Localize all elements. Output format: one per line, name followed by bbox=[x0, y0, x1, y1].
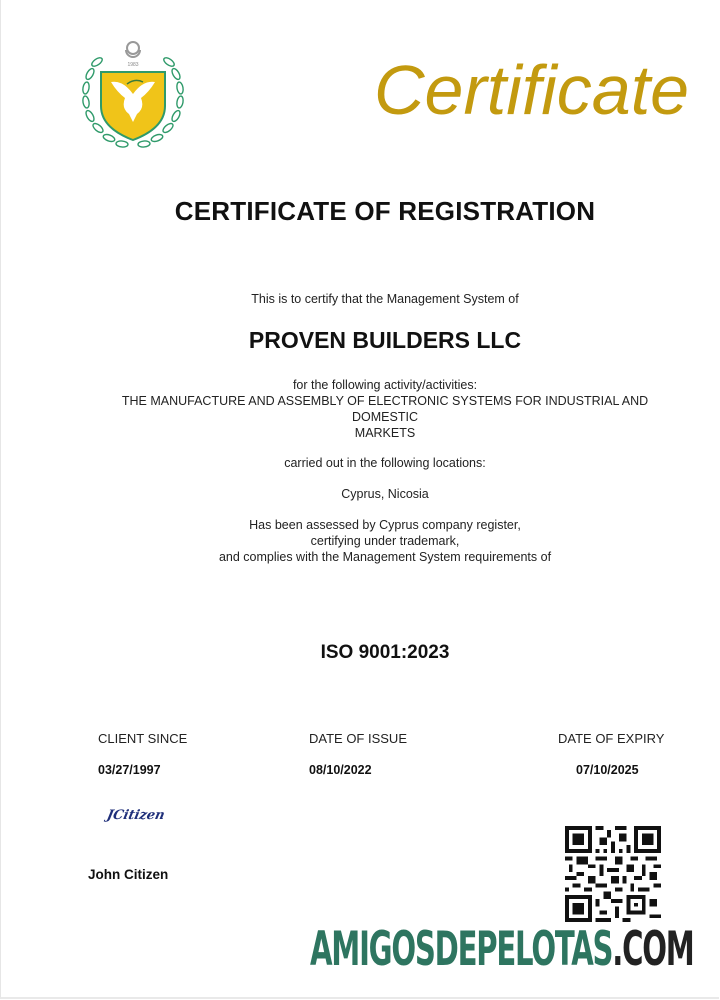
watermark-suffix: .COM bbox=[612, 922, 694, 977]
activity-line: MARKETS bbox=[354, 426, 416, 440]
activity-block bbox=[1, 377, 720, 441]
signature-scribble: JCitizen bbox=[105, 808, 167, 823]
signer-name: John Citizen bbox=[88, 867, 169, 882]
watermark-main: AMIGOSDEPELOTAS bbox=[310, 922, 613, 977]
qr-code-icon[interactable] bbox=[565, 826, 661, 922]
watermark-text bbox=[310, 920, 694, 980]
document-title: CERTIFICATE OF REGISTRATION bbox=[174, 196, 596, 226]
company-name: PROVEN BUILDERS LLC bbox=[248, 327, 522, 353]
coat-of-arms-emblem-icon bbox=[79, 36, 187, 154]
activity-line: DOMESTIC bbox=[352, 410, 418, 424]
expiry-date-label: DATE OF EXPIRY bbox=[558, 731, 665, 746]
issue-date-label: DATE OF ISSUE bbox=[309, 731, 407, 746]
svg-text:1983: 1983 bbox=[127, 62, 139, 68]
client-since-value: 03/27/1997 bbox=[98, 763, 161, 777]
certificate-heading: Certificate bbox=[374, 51, 690, 129]
issue-date-value: 08/10/2022 bbox=[309, 763, 372, 777]
client-since-label: CLIENT SINCE bbox=[98, 731, 188, 746]
iso-standard: ISO 9001:2023 bbox=[320, 642, 450, 663]
activity-label: for the following activity/activities: bbox=[292, 378, 478, 392]
assessment-statement bbox=[1, 517, 720, 565]
expiry-date-value: 07/10/2025 bbox=[576, 763, 639, 777]
intro-text: This is to certify that the Management System of bbox=[251, 292, 519, 306]
location-value: Cyprus, Nicosia bbox=[341, 487, 429, 501]
locations-label: carried out in the following locations: bbox=[284, 456, 486, 470]
assessment-line: certifying under trademark, bbox=[310, 534, 460, 548]
activity-line: THE MANUFACTURE AND ASSEMBLY OF ELECTRONIC SYSTEMS FOR INDUSTRIAL AND bbox=[121, 394, 649, 408]
assessment-line: and complies with the Management System requirements of bbox=[218, 550, 552, 564]
assessment-line: Has been assessed by Cyprus company register, bbox=[249, 518, 521, 532]
